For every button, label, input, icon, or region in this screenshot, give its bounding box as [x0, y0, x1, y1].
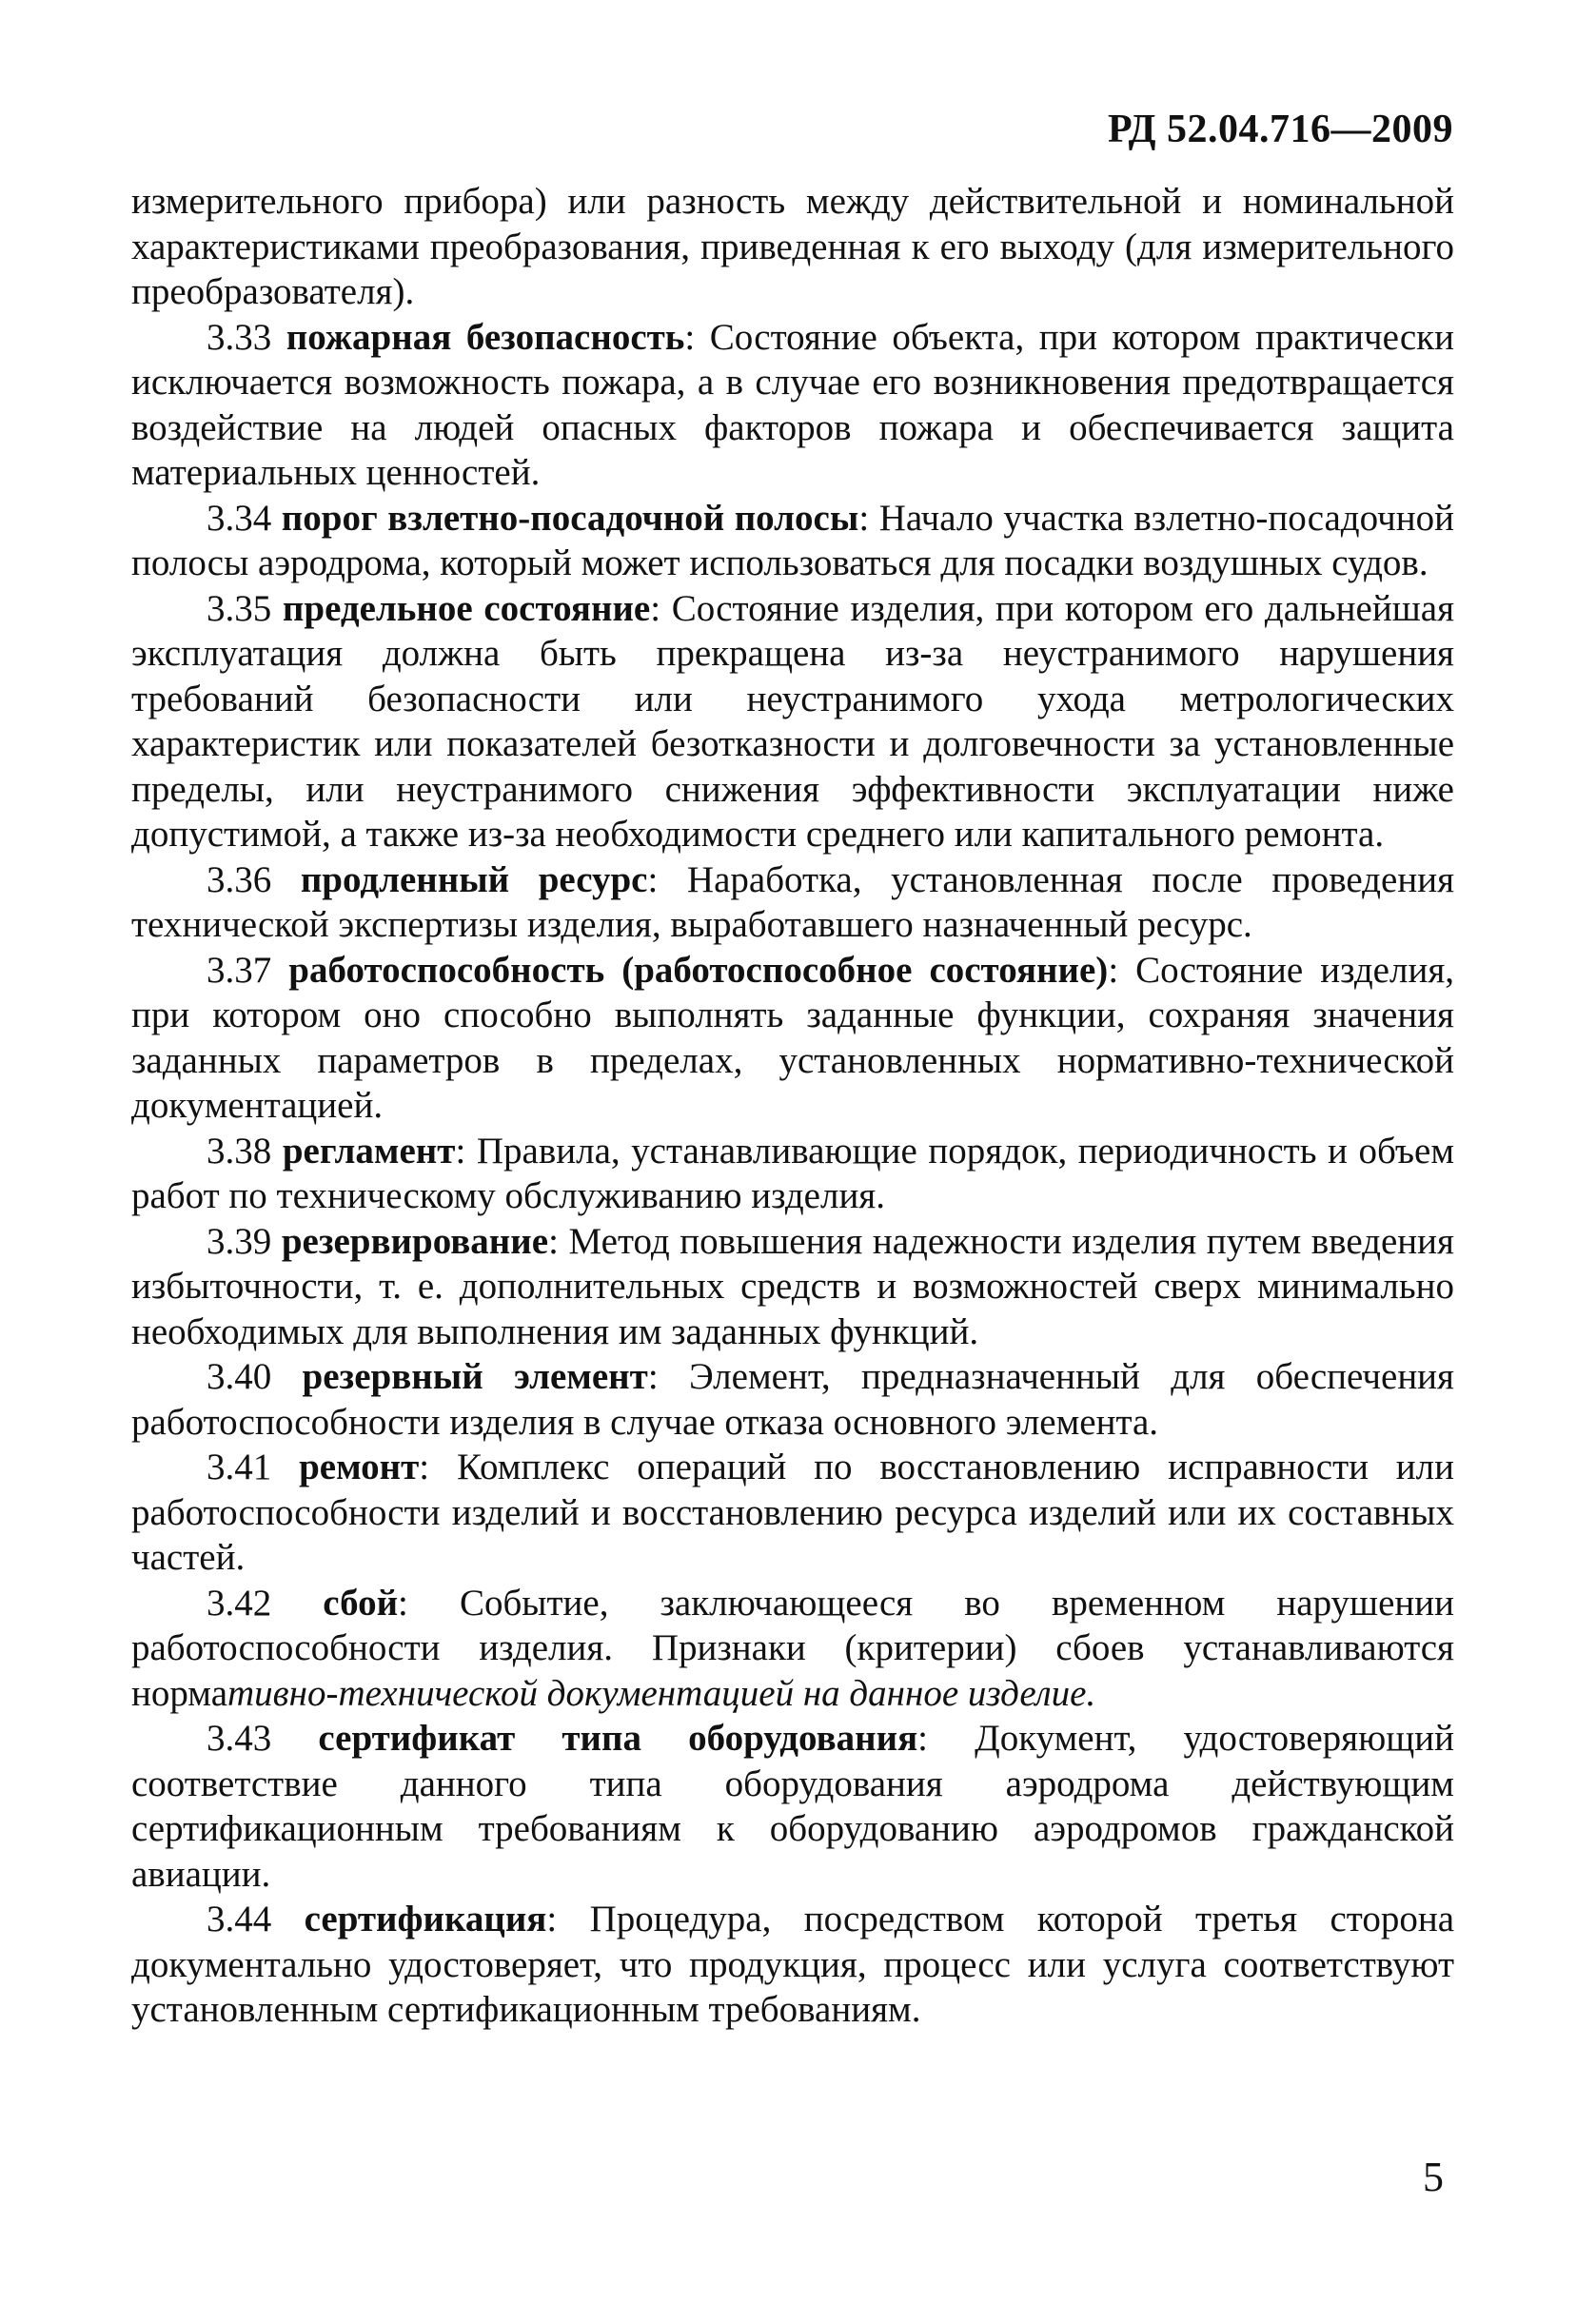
paragraph-3-39 — [131, 1219, 1454, 1355]
definition: Начало участка взлетно-посадочной полосы аэродрома, который может использоваться для посадки воздушных судов. — [131, 497, 1455, 583]
paragraph-3-41 — [131, 1445, 1454, 1581]
term-separator: : — [647, 858, 687, 900]
term-separator: : — [546, 1899, 590, 1940]
term-separator: : — [684, 316, 710, 358]
term: сертификат типа оборудования — [318, 1718, 918, 1759]
term-separator: : — [1108, 949, 1136, 991]
clause-number: 3.42 — [207, 1582, 324, 1624]
paragraph-3-35 — [131, 586, 1454, 857]
clause-number: 3.39 — [207, 1220, 282, 1262]
paragraph-3-37 — [131, 948, 1454, 1129]
clause-number: 3.35 — [207, 587, 283, 629]
term-separator: : — [419, 1447, 457, 1487]
clause-number: 3.43 — [207, 1718, 319, 1759]
term-separator: : — [647, 1356, 689, 1397]
definition-italic-tail: тивно-технической документацией на данное изделие. — [227, 1672, 1096, 1714]
definition: Наработка, установленная после проведения технической экспертизы изделия, выработавшего назначенный ресурс. — [131, 858, 1455, 945]
clause-number: 3.33 — [207, 316, 286, 358]
definition: Состояние объекта, при котором практически исключается возможность пожара, а в случае его возникновения предотвращается воздействие на людей опасных факторов пожара и обеспечивается защита материальных ценностей. — [131, 316, 1455, 493]
term: регламент — [282, 1130, 456, 1172]
definition: Комплекс операций по восстановлению исправности или работоспособности изделий и восстановлению ресурса изделий или их составных частей. — [131, 1447, 1455, 1578]
term: продленный ресурс — [300, 858, 648, 900]
definition: Метод повышения надежности изделия путем введения избыточности, т. е. дополнительных средств и возможностей сверх минимально необходимых для выполнения им заданных функций. — [131, 1220, 1454, 1352]
term-separator: : — [398, 1582, 460, 1624]
document-code: РД 52.04.716—2009 — [1107, 108, 1453, 151]
definition: Документ, удостоверяющий соответствие данного типа оборудования аэродрома действующим сертификационным требованиям к оборудованию аэродромов гражданской авиации. — [131, 1718, 1455, 1895]
body-text — [131, 179, 1454, 2033]
clause-number: 3.36 — [207, 858, 301, 900]
paragraph-text: измерительного прибора) или разность между действительной и номинальной характеристиками преобразования, приведенная к его выходу (для измерительного преобразователя). — [131, 181, 1454, 312]
clause-number: 3.37 — [207, 949, 289, 991]
paragraph-3-34 — [131, 496, 1454, 586]
clause-number: 3.40 — [207, 1356, 303, 1397]
definition: Событие, заключающееся во временном нарушении работоспособности изделия. Признаки (критерии) сбоев устанавливаются норма — [131, 1582, 1455, 1714]
term-separator: : — [455, 1130, 477, 1172]
clause-number: 3.34 — [207, 497, 282, 539]
term: ремонт — [299, 1447, 420, 1487]
paragraph-3-33 — [131, 315, 1454, 496]
page-number: 5 — [1423, 2154, 1444, 2200]
term: сертификация — [304, 1899, 547, 1940]
term: резервирование — [281, 1220, 549, 1262]
clause-number: 3.38 — [207, 1130, 283, 1172]
term-separator: : — [650, 587, 672, 629]
term: предельное состояние — [282, 587, 651, 629]
clause-number: 3.41 — [207, 1447, 300, 1487]
paragraph-3-40 — [131, 1354, 1454, 1445]
definition: Правила, устанавливающие порядок, периодичность и объем работ по техническому обслуживанию изделия. — [131, 1130, 1455, 1216]
definition: Процедура, посредством которой третья сторона документально удостоверяет, что продукция, процесс или услуга соответствуют установленным сертификационным требованиям. — [131, 1899, 1455, 2030]
paragraph-3-32-continuation — [131, 179, 1454, 315]
term: работоспособность (работоспособное состояние) — [288, 949, 1109, 991]
term-separator: : — [548, 1220, 569, 1262]
term: пожарная безопасность — [286, 316, 685, 358]
definition: Состояние изделия, при котором его дальнейшая эксплуатация должна быть прекращена из-за неустранимого нарушения требований безопасности или неустранимого ухода метрологических характеристик или показателей безотказности и долговечности за установленные пределы, или неустранимого снижения эффективности эксплуатации ниже допустимой, а также из-за необходимости среднего или капитального ремонта. — [131, 587, 1455, 855]
term-separator: : — [917, 1718, 975, 1759]
term: резервный элемент — [302, 1356, 648, 1397]
clause-number: 3.44 — [207, 1899, 305, 1940]
paragraph-3-44 — [131, 1897, 1454, 2033]
term-separator: : — [858, 497, 879, 539]
paragraph-3-38 — [131, 1129, 1454, 1219]
definition: Элемент, предназначенный для обеспечения работоспособности изделия в случае отказа основного элемента. — [131, 1356, 1454, 1443]
paragraph-3-36 — [131, 857, 1454, 948]
paragraph-3-43 — [131, 1716, 1454, 1897]
term: сбой — [323, 1582, 399, 1624]
term: порог взлетно-посадочной полосы — [281, 497, 859, 539]
definition: Состояние изделия, при котором оно способно выполнять заданные функции, сохраняя значения заданных параметров в пределах, установленных нормативно-технической документацией. — [131, 949, 1455, 1126]
paragraph-3-42 — [131, 1581, 1454, 1717]
